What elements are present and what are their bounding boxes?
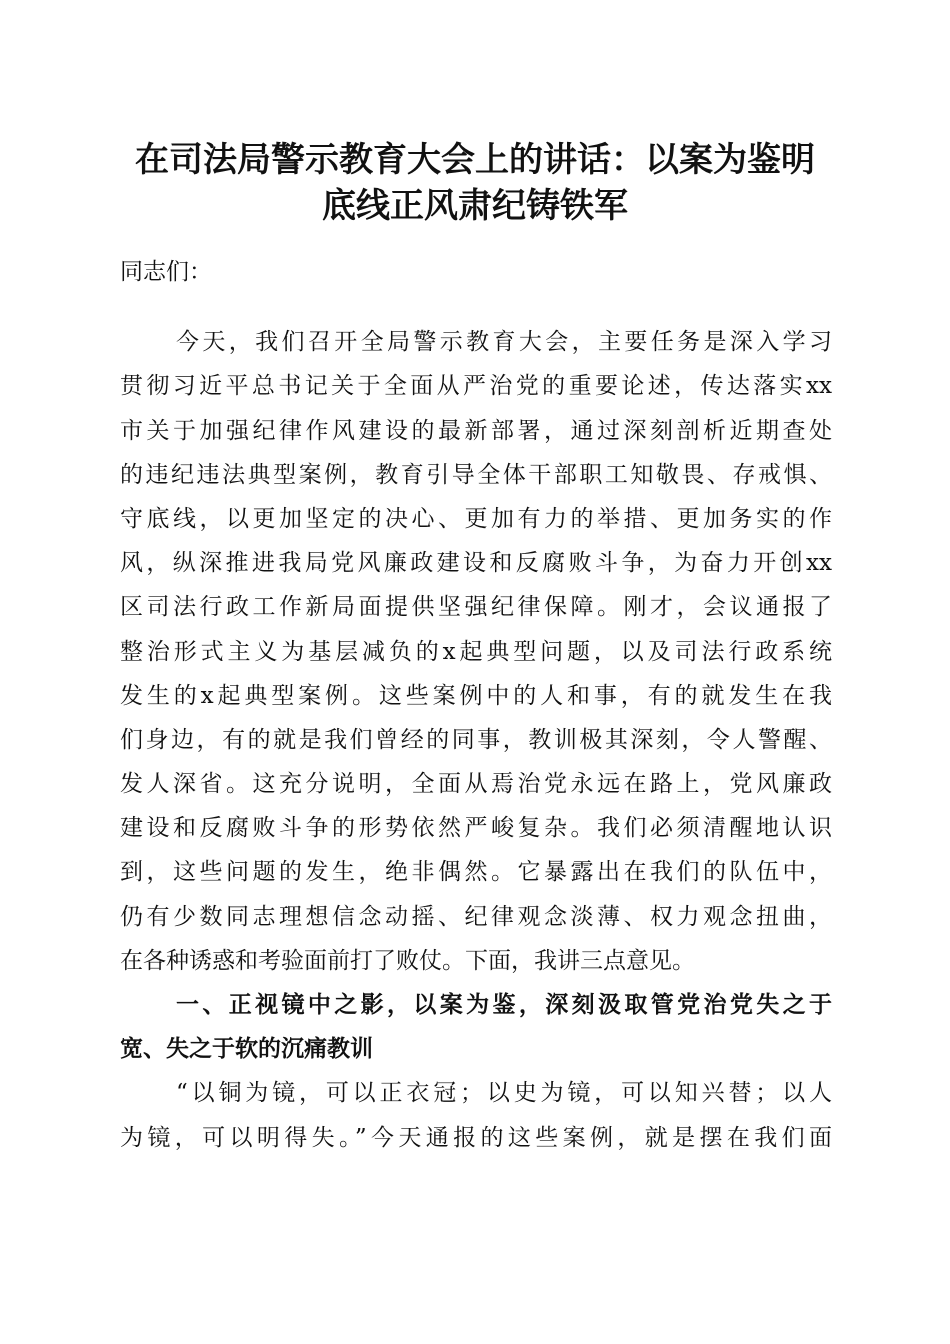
document-body: [120, 250, 832, 1160]
title-line-1: 在司法局警示教育大会上的讲话：以案为鉴明: [135, 140, 815, 180]
paragraph-line: 的违纪违法典型案例，教育引导全体干部职工知敬畏、存戒惧、: [120, 461, 832, 488]
paragraph-line: 整治形式主义为基层减负的x起典型问题，以及司法行政系统: [120, 638, 832, 665]
salutation: 同志们：: [120, 259, 212, 285]
section-heading-line: 宽、失之于软的沉痛教训: [120, 1036, 373, 1063]
paragraph-line: 今天，我们召开全局警示教育大会，主要任务是深入学习: [176, 329, 832, 356]
paragraph-line: 发人深省。这充分说明，全面从焉治党永远在路上，党风廉政: [120, 771, 832, 798]
paragraph-line: 建设和反腐败斗争的形势依然严峻复杂。我们必须清醒地认识: [120, 815, 832, 842]
paragraph-line: 守底线，以更加坚定的决心、更加有力的举措、更加务实的作: [120, 505, 832, 532]
paragraph-line: 区司法行政工作新局面提供坚强纪律保障。刚才，会议通报了: [120, 594, 832, 621]
paragraph-line: 们身边，有的就是我们曾经的同事，教训极其深刻，令人警醒、: [120, 726, 832, 753]
paragraph-line: “以铜为镜，可以正衣冠；以史为镜，可以知兴替；以人: [176, 1080, 832, 1107]
paragraph-line: 到，这些问题的发生，绝非偶然。它暴露出在我们的队伍中，: [120, 859, 832, 886]
paragraph-line: 市关于加强纪律作风建设的最新部署，通过深刻剖析近期查处: [120, 417, 832, 444]
paragraph-line: 贯彻习近平总书记关于全面从严治党的重要论述，传达落实xx: [120, 373, 832, 400]
paragraph-line: 在各种诱惑和考验面前打了败仗。下面，我讲三点意见。: [120, 947, 695, 974]
paragraph-line: 风，纵深推进我局党风廉政建设和反腐败斗争，为奋力开创xx: [120, 550, 832, 577]
section-heading-line: 一、正视镜中之影，以案为鉴，深刻汲取管党治党失之于: [176, 992, 832, 1018]
paragraph-line: 为镜，可以明得失。”今天通报的这些案例，就是摆在我们面: [120, 1124, 832, 1151]
paragraph-line: 发生的x起典型案例。这些案例中的人和事，有的就发生在我: [120, 682, 832, 709]
document-title: [118, 137, 832, 229]
title-line-2: 底线正风肃纪铸铁军: [322, 186, 628, 226]
paragraph-line: 仍有少数同志理想信念动摇、纪律观念淡薄、权力观念扭曲，: [120, 903, 832, 930]
